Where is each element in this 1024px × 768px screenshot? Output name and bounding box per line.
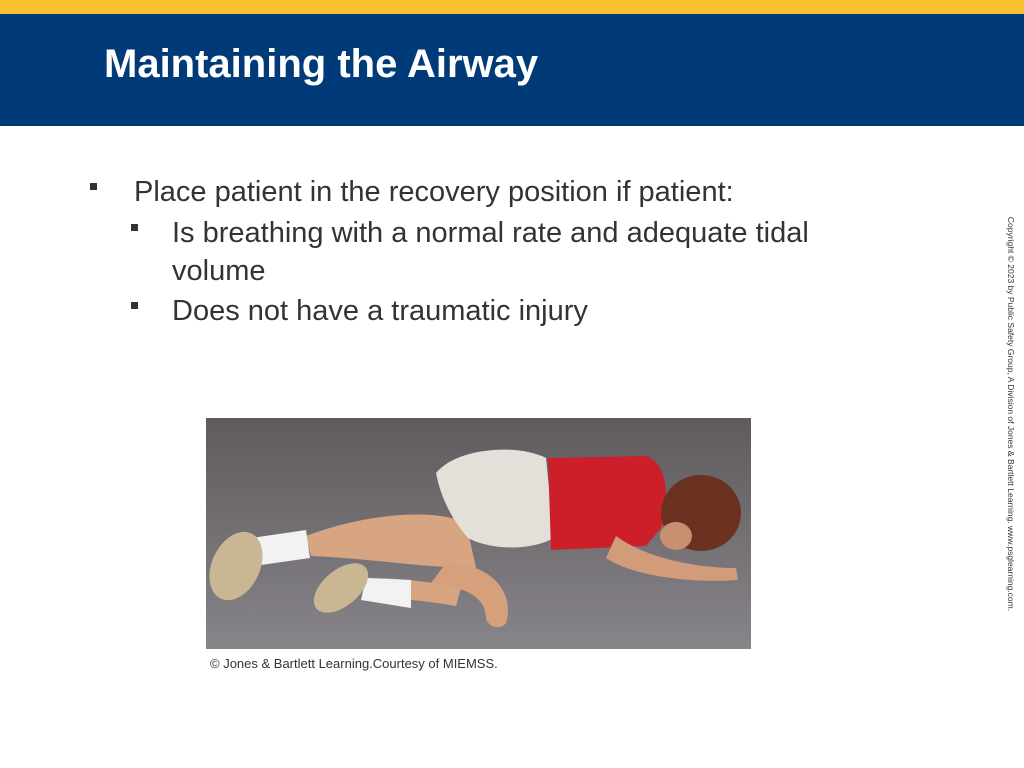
copyright-notice: Copyright © 2023 by Public Safety Group, A Division of Jones & Bartlett Learning. www.psglearning.com. xyxy=(1006,216,1016,612)
bullet-item: Place patient in the recovery position if patient: xyxy=(134,176,734,208)
sub-bullet-marker xyxy=(131,302,138,309)
recovery-position-photo xyxy=(206,418,751,649)
accent-stripe xyxy=(0,0,1024,14)
sub-bullet-item: Is breathing with a normal rate and adequate tidal volume xyxy=(172,217,809,287)
bullet-marker xyxy=(90,183,97,190)
page-title: Maintaining the Airway xyxy=(104,42,539,86)
sub-bullet-item: Does not have a traumatic injury xyxy=(172,295,588,327)
image-caption: © Jones & Bartlett Learning.Courtesy of MIEMSS. xyxy=(210,656,498,671)
sub-bullet-marker xyxy=(131,224,138,231)
